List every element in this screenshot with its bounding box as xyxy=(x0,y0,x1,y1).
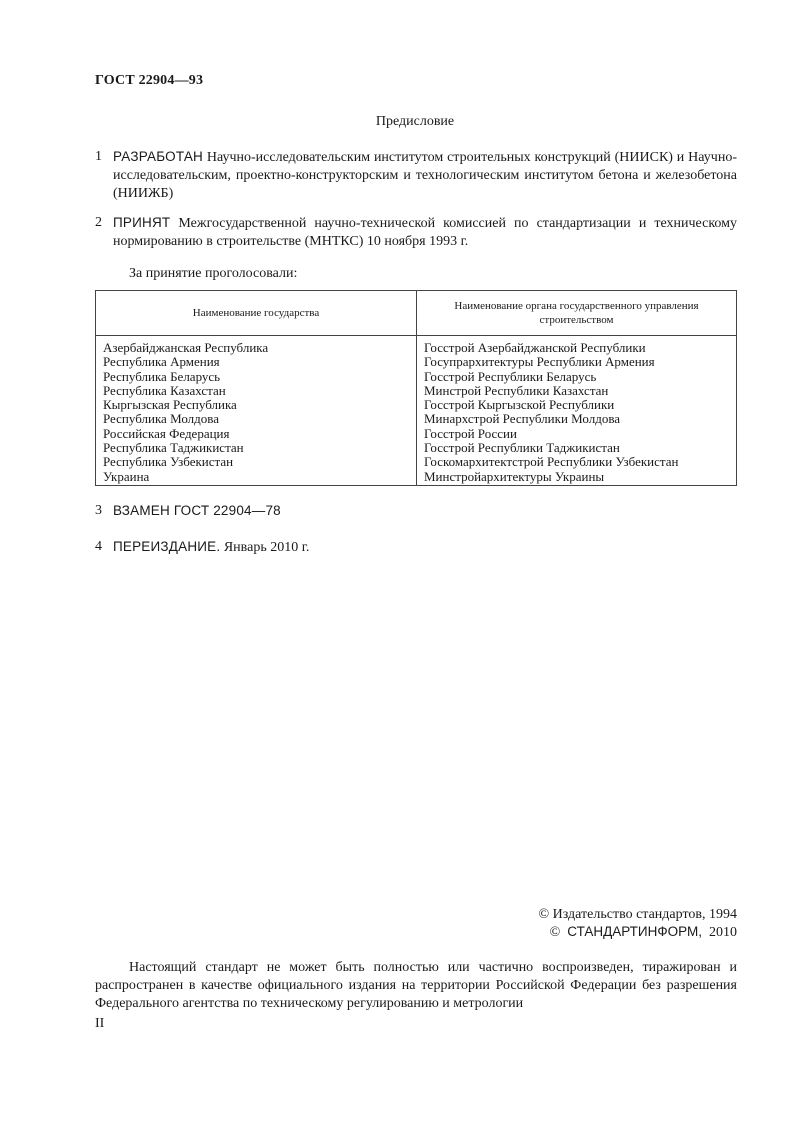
authority-cell: Госупрархитектуры Республики Армения xyxy=(417,355,737,369)
authority-cell: Госстрой России xyxy=(417,427,737,441)
state-cell: Республика Таджикистан xyxy=(96,441,417,455)
authority-cell: Минстрой Республики Казахстан xyxy=(417,384,737,398)
authority-cell: Минстройархитектуры Украины xyxy=(417,470,737,486)
voting-states-table xyxy=(95,290,737,486)
authority-cell: Минархстрой Республики Молдова xyxy=(417,412,737,426)
item-text: Научно-исследовательским институтом строительных конструкций (НИИСК) и Научно-исследовательским, проектно-конструкторским и технологическим институтом бетона и железобетона (НИИЖБ) xyxy=(113,150,737,201)
copyright-publisher-1994: © Издательство стандартов, 1994 xyxy=(538,907,737,922)
table-row xyxy=(96,470,737,486)
copyright-standartinform-2010 xyxy=(550,924,737,941)
item-body xyxy=(113,214,737,251)
authority-cell: Госстрой Республики Беларусь xyxy=(417,370,737,384)
authority-cell: Госстрой Республики Таджикистан xyxy=(417,441,737,455)
state-cell: Республика Узбекистан xyxy=(96,455,417,469)
table-row xyxy=(96,427,737,441)
authority-cell: Госстрой Кыргызской Республики xyxy=(417,398,737,412)
authority-cell: Госстрой Азербайджанской Республики xyxy=(417,336,737,356)
table-row xyxy=(96,398,737,412)
state-cell: Кыргызская Республика xyxy=(96,398,417,412)
page-number: II xyxy=(95,1016,105,1031)
copyright-year: 2010 xyxy=(709,925,737,940)
preface-item-4 xyxy=(95,538,737,557)
item-lead: ПЕРЕИЗДАНИЕ. xyxy=(113,539,221,554)
preface-item-2 xyxy=(95,214,737,251)
state-cell: Республика Беларусь xyxy=(96,370,417,384)
state-cell: Республика Армения xyxy=(96,355,417,369)
table-row xyxy=(96,370,737,384)
state-cell: Республика Казахстан xyxy=(96,384,417,398)
copyright-symbol: © xyxy=(549,925,561,940)
preface-item-3 xyxy=(95,502,737,521)
table-row xyxy=(96,355,737,369)
table-row xyxy=(96,441,737,455)
item-body xyxy=(113,502,737,521)
preface-item-1 xyxy=(95,148,737,203)
table-row xyxy=(96,412,737,426)
item-number: 1 xyxy=(95,149,102,164)
column-header-state: Наименование государства xyxy=(96,291,417,336)
table-row xyxy=(96,384,737,398)
table-header-row xyxy=(96,291,737,336)
state-cell: Азербайджанская Республика xyxy=(96,336,417,356)
column-header-authority: Наименование органа государственного управления строительством xyxy=(417,291,737,336)
item-text: Межгосударственной научно-технической комиссией по стандартизации и техническому нормированию в строительстве (МНТКС) 10 ноября 1993 г. xyxy=(113,216,737,249)
item-lead: ПРИНЯТ xyxy=(113,215,171,230)
item-body xyxy=(113,148,737,203)
state-cell: Украина xyxy=(96,470,417,486)
item-number: 2 xyxy=(95,215,102,230)
state-cell: Республика Молдова xyxy=(96,412,417,426)
preface-title: Предисловие xyxy=(375,114,455,129)
item-body xyxy=(113,538,737,557)
copyright-name: СТАНДАРТИНФОРМ, xyxy=(567,924,702,939)
reproduction-notice: Настоящий стандарт не может быть полностью или частично воспроизведен, тиражирован и распространен в качестве официального издания на территории Российской Федерации без разрешения Федерального агентства по техническому регулированию и метрологии xyxy=(95,960,737,1011)
standard-id-header: ГОСТ 22904—93 xyxy=(95,73,204,88)
vote-label: За принятие проголосовали: xyxy=(129,266,298,281)
table-row xyxy=(96,455,737,469)
item-lead: ВЗАМЕН ГОСТ 22904—78 xyxy=(113,503,281,518)
table-row xyxy=(96,336,737,356)
authority-cell: Госкомархитектстрой Республики Узбекистан xyxy=(417,455,737,469)
item-lead: РАЗРАБОТАН xyxy=(113,149,203,164)
item-text: Январь 2010 г. xyxy=(220,540,310,555)
state-cell: Российская Федерация xyxy=(96,427,417,441)
item-number: 4 xyxy=(95,539,102,554)
item-number: 3 xyxy=(95,503,102,518)
